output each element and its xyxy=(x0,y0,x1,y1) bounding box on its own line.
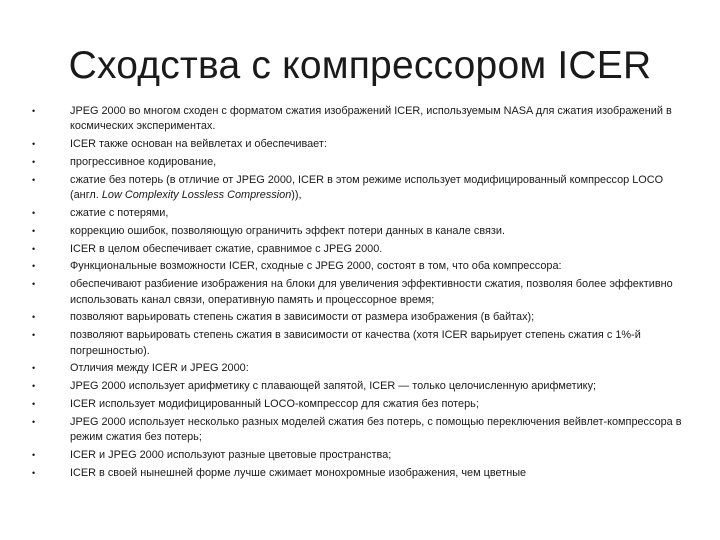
bullet-text-run: Отличия между ICER и JPEG 2000: xyxy=(70,362,249,375)
bullet-text xyxy=(70,379,692,394)
bullet-item xyxy=(32,415,692,446)
bullet-dot: • xyxy=(32,208,36,218)
bullet-text-run: Функциональные возможности ICER, сходные с JPEG 2000, состоят в том, что оба компрессора: xyxy=(70,260,562,273)
bullet-dot: • xyxy=(32,157,36,167)
bullet-dot: • xyxy=(32,106,36,116)
slide-title: Сходства с компрессором ICER xyxy=(68,44,652,87)
bullet-dot: • xyxy=(32,467,36,478)
bullet-dot: • xyxy=(32,279,36,290)
bullet-item xyxy=(32,328,692,359)
bullet-text xyxy=(70,242,692,257)
bullet-text-run: ICER также основан на вейвлетах и обеспечивает: xyxy=(70,138,327,151)
bullet-text xyxy=(70,104,692,135)
bullet-text xyxy=(70,466,692,481)
bullet-item xyxy=(32,155,692,170)
bullet-dot: • xyxy=(32,139,36,150)
bullet-text-run: позволяют варьировать степень сжатия в зависимости от качества (хотя ICER варьирует степень сжатия с 1%-й погрешностью). xyxy=(70,329,641,357)
bullet-text xyxy=(70,137,692,152)
bullet-text-run: прогрессивное кодирование, xyxy=(70,156,217,168)
bullet-text xyxy=(70,224,692,239)
bullet-text xyxy=(70,448,692,463)
bullet-dot: • xyxy=(32,449,36,460)
bullet-dot: • xyxy=(32,381,36,392)
bullet-text-run: ICER использует модифицированный LOCO-компрессор для сжатия без потерь; xyxy=(70,397,479,410)
bullet-text-run: ICER и JPEG 2000 используют разные цветовые пространства; xyxy=(70,448,392,461)
bullet-text xyxy=(70,173,692,204)
bullet-text xyxy=(70,361,692,376)
bullet-item xyxy=(32,137,692,152)
bullet-text xyxy=(70,310,692,325)
bullet-text-run: сжатие с потерями, xyxy=(70,207,169,219)
bullet-item xyxy=(32,173,692,204)
bullet-text-run: ICER в целом обеспечивает сжатие, сравнимое с JPEG 2000. xyxy=(70,242,383,255)
bullet-text-run: JPEG 2000 использует несколько разных моделей сжатия без потерь, с помощью переключения вейвлет-компрессора в режим сжатия без потерь; xyxy=(70,415,682,444)
bullet-text-run: сжатие без потерь (в отличие от JPEG 2000, ICER в этом режиме использует модифицированный компрессор LOCO (англ. xyxy=(70,173,664,202)
bullet-text-run: обеспечивают разбиение изображения на блоки для увеличения эффективности сжатия, позволяя более эффективно использовать канал связи, оперативную память и процессорное время; xyxy=(70,278,673,306)
bullet-dot: • xyxy=(32,330,36,341)
bullet-item xyxy=(32,397,692,412)
bullet-item xyxy=(32,361,692,376)
bullet-text xyxy=(70,206,692,221)
bullet-text-italic-run: Low Complexity Lossless Compression xyxy=(101,189,292,202)
bullet-dot: • xyxy=(32,312,36,323)
bullet-text-run: коррекцию ошибок, позволяющую ограничить эффект потери данных в канале связи. xyxy=(70,224,505,237)
bullet-dot: • xyxy=(32,243,36,254)
bullet-text-run: позволяют варьировать степень сжатия в зависимости от размера изображения (в байтах); xyxy=(70,311,535,324)
bullet-item xyxy=(32,277,692,308)
bullet-dot: • xyxy=(32,174,36,185)
bullet-text xyxy=(70,155,692,170)
bullet-item xyxy=(32,310,692,325)
bullet-text-run: JPEG 2000 во многом сходен с форматом сжатия изображений ICER, используемым NASA для сжатия изображений в космических экспериментах. xyxy=(70,105,672,133)
bullet-item xyxy=(32,206,692,221)
bullet-text-run: ICER в своей нынешней форме лучше сжимает монохромные изображения, чем цветные xyxy=(70,466,527,479)
bullet-text xyxy=(70,277,692,308)
bullet-text-run: JPEG 2000 использует арифметику с плавающей запятой, ICER — только целочисленную арифметику; xyxy=(70,380,597,393)
bullet-item xyxy=(32,259,692,274)
bullet-dot: • xyxy=(32,225,36,236)
bullet-item xyxy=(32,242,692,257)
bullet-dot: • xyxy=(32,416,36,427)
bullet-item xyxy=(32,448,692,463)
bullet-text xyxy=(70,328,692,359)
bullet-item xyxy=(32,224,692,239)
bullet-text xyxy=(70,397,692,412)
bullet-dot: • xyxy=(32,261,36,272)
bullet-text xyxy=(70,259,692,274)
bullet-item xyxy=(32,104,692,135)
bullet-dot: • xyxy=(32,398,36,409)
bullet-item xyxy=(32,466,692,481)
bullet-text-run: )), xyxy=(291,189,302,202)
bullet-list xyxy=(32,104,692,484)
bullet-item xyxy=(32,379,692,394)
bullet-dot: • xyxy=(32,363,36,374)
bullet-text xyxy=(70,415,692,446)
